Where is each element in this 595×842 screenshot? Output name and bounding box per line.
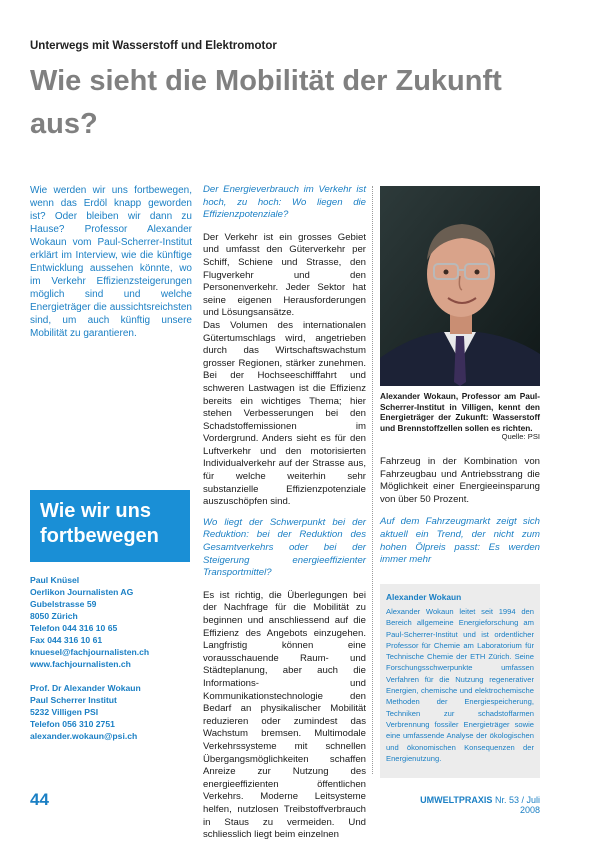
contact-author [30, 574, 200, 670]
bio-title: Alexander Wokaun [386, 592, 462, 602]
contact-line: Paul Scherrer Institut [30, 695, 117, 705]
footer-issue: Nr. 53 / Juli 2008 [494, 795, 540, 815]
question-3: Auf dem Fahrzeugmarkt zeigt sich aktuell ein Trend, der nicht zum hohen Ölpreis passt: Es werden immer mehr [380, 516, 540, 566]
kicker: Unterwegs mit Wasserstoff und Elektromotor [30, 40, 277, 52]
answer-2: Es ist richtig, die Überlegungen bei der Nachfrage für die Mobilität zu beginnen und anschliessend auf die Effizienz des Angebots einzugehen. Langfristig können eine vorausschauende Raum- und Städteplanung, aber auch die Informations- und Kommunikationstechnologie den Bedarf an physikalischer Mobilität reduzieren oder zumindest das Wachstum bremsen. Multimodale Verkehrssysteme mit schnellen Übergangsmöglichkeiten schaffen Anreize zur Nutzung des energieeffizienten öffentlichen Verkehrs. Moderne Leitsysteme helfen, nutzlosen Treibstoffverbrauch in Staus zu vermeiden. Und schliesslich liegt beim einzelnen [203, 589, 366, 841]
portrait-photo [380, 186, 540, 386]
contact-line: Telefon 056 310 2751 [30, 719, 115, 729]
answer-1-continued: Das Volumen des internationalen Gütertumschlags wird, angetrieben durch das Wirtschaftswachstum grosser Regionen, stärker zunehmen. Bei der Hochseeschifffahrt und schweren Lastwagen ist die Effizienz bereits ein wichtiges Thema; hier stehen Verbesserungen bei den Schadstoffemissionen im Vordergrund. Anders sieht es für den Luftverkehr und den motorisierten Individualverkehr auf der Strasse aus, für welche weiterhin sehr substanzielle Effizienzpotenziale auszuschöpfen sind. [203, 319, 366, 508]
contact-line: Paul Knüsel [30, 575, 80, 585]
section-box [30, 490, 190, 562]
contact-line: Prof. Dr Alexander Wokaun [30, 683, 141, 693]
contact-line: Telefon 044 316 10 65 [30, 623, 118, 633]
photo-credit: Quelle: PSI [501, 432, 540, 441]
bio-text: Alexander Wokaun leitet seit 1994 den Bereich allgemeine Energieforschung am Paul-Scherrer-Institut und ist ordentlicher Professor für Chemie am Laboratorium für Technische Chemie der ETH Zürich. Seine Forschungsschwerpunkte umfassen Verfahren für die Nutzung regenerativer Energien, chemische und elektrochemische Methoden der Energiespeicherung, Techniken zur schadstoffarmen Verbrennung fossiler Energieträger sowie eine umfassende Analyse der ökologischen und ökonomischen Konsequenzen der Energienutzung. [386, 607, 534, 763]
portrait-illustration [380, 186, 540, 386]
page-title: Wie sieht die Mobilität der Zukunft aus? [30, 65, 502, 140]
contact-line: 5232 Villigen PSI [30, 707, 99, 717]
intro-text: Wie werden wir uns fortbewegen, wenn das Erdöl knapp geworden ist? Oder bleiben wir dann zu Hause? Professor Alexander Wokaun vom Paul-Scherrer-Institut erklärt im Interview, wie die künftige Entwicklung aussehen könnte, wo im Verkehr Effizienzsteigerungen möglich sind und welche Energieträger die aussichtsreichsten sind, um auch künftig unsere Mobilität zu garantieren. [30, 185, 192, 339]
question-2: Wo liegt der Schwerpunkt bei der Reduktion: bei der Reduktion des Gesamtverkehrs oder bei der Steigerung energieeffizienter Transportmittel? [203, 516, 366, 579]
column-divider [372, 186, 373, 774]
contact-block [30, 574, 200, 742]
footer-brand: UMWELTPRAXIS [420, 795, 493, 805]
bio-box [380, 584, 540, 778]
answer-2-continued: Fahrzeug in der Kombination von Fahrzeugbau und Antriebsstrang die Möglichkeit einer Energieeinsparung von über 50 Prozent. [380, 456, 540, 505]
contact-interviewee [30, 682, 200, 742]
contact-line: Oerlikon Journalisten AG [30, 587, 134, 597]
contact-line: Gubelstrasse 59 [30, 599, 97, 609]
contact-line: Fax 044 316 10 61 [30, 635, 103, 645]
question-1: Der Energieverbrauch im Verkehr ist hoch, zu hoch: Wo liegen die Effizienzpotenziale? [203, 184, 366, 221]
footer [405, 795, 540, 815]
interview-column-middle [203, 184, 366, 842]
interview-column-right [380, 456, 540, 567]
page-number: 44 [30, 790, 49, 809]
contact-line: 8050 Zürich [30, 611, 78, 621]
photo-caption: Alexander Wokaun, Professor am Paul-Scherrer-Institut in Villigen, kennt den Energieträger der Zukunft: Wasserstoff und Brennstoffzellen sollen es richten. [380, 391, 540, 433]
contact-email[interactable]: alexander.wokaun@psi.ch [30, 731, 138, 741]
contact-website[interactable]: www.fachjournalisten.ch [30, 659, 131, 669]
contact-email[interactable]: knuesel@fachjournalisten.ch [30, 647, 150, 657]
answer-1: Der Verkehr ist ein grosses Gebiet und umfasst den Güterverkehr per Schiff, Schiene und Strasse, den Flugverkehr und den Personenverkehr. Jeder Sektor hat seine eigenen Herausforderungen und Lösungsansätze. [203, 231, 366, 319]
section-box-title: Wie wir uns fortbewegen [40, 500, 159, 547]
